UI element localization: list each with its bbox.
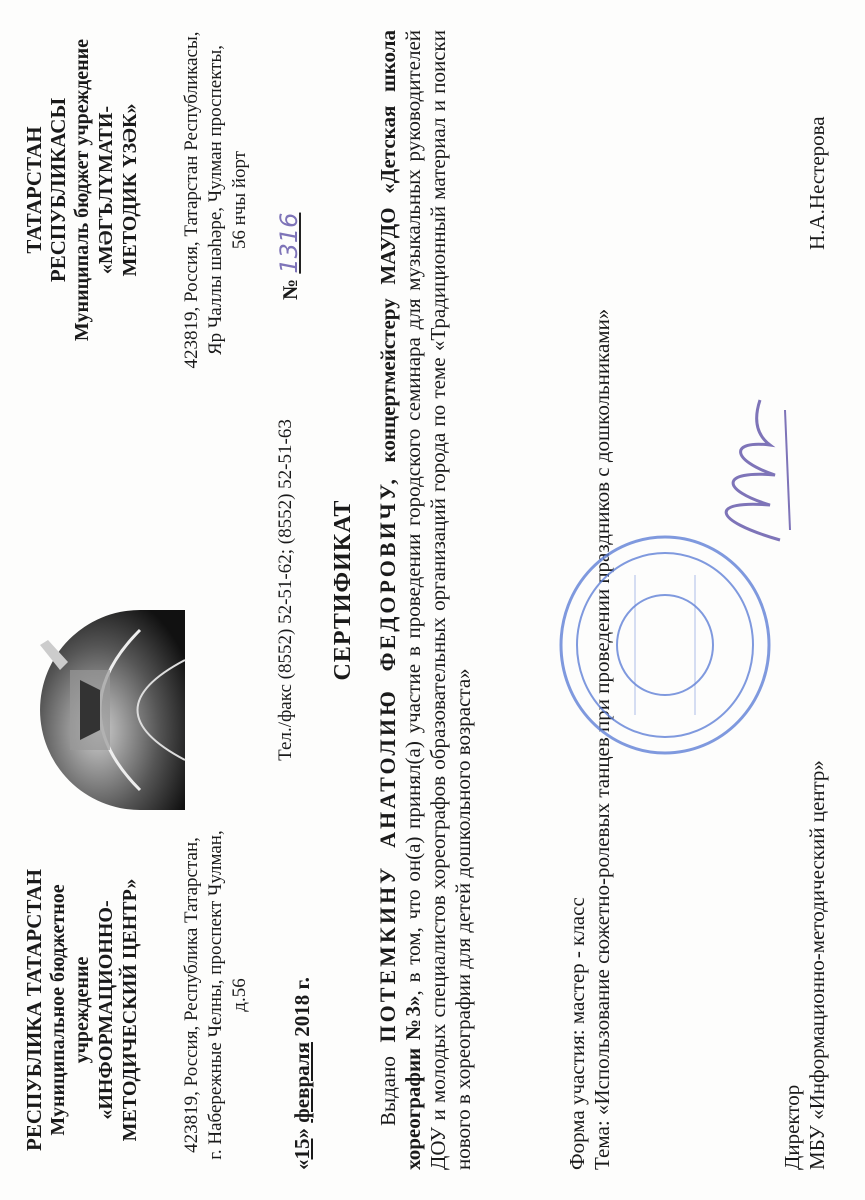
header-right <box>22 30 142 350</box>
body-issued: Выдано <box>376 1056 400 1126</box>
header-left-line3: учреждение «ИНФОРМАЦИОННО- <box>71 900 117 1120</box>
round-stamp-icon <box>555 530 775 760</box>
address-left <box>180 830 252 1160</box>
certificate-number <box>275 213 303 300</box>
emblem-globe-icon <box>20 600 195 820</box>
header-left-line2: Муниципальное бюджетное <box>47 884 69 1136</box>
header-right-line1: ТАТАРСТАН <box>22 126 46 254</box>
participation-topic: Тема: «Использование сюжетно-ролевых танцев при проведении праздников с дошкольниками» <box>590 308 614 1170</box>
certificate-body <box>375 30 476 1170</box>
director-org: МБУ «Информационно-методический центр» <box>805 760 829 1170</box>
address-right <box>180 20 252 380</box>
recipient-name: ПОТЕМКИНУ АНАТОЛИЮ ФЕДОРОВИЧУ, <box>375 476 400 1043</box>
address-left-line3: д.56 <box>229 978 250 1012</box>
header-right-line4: «МӘГЪЛҮМАТИ- <box>95 105 117 275</box>
number-value: 1316 <box>275 212 303 274</box>
address-right-line3: 56 нчы йорт <box>229 150 250 250</box>
participation-form: Форма участия: мастер - класс <box>565 897 589 1170</box>
date-day: 15 <box>290 1138 314 1160</box>
issue-date <box>290 977 315 1170</box>
header-left <box>22 850 142 1170</box>
address-left-line2: г. Набережные Челны, проспект Чулман, <box>205 830 226 1160</box>
date-year: 2018 г. <box>290 977 314 1037</box>
recipient-org: «Детская школа хореографии №3» <box>376 29 425 1170</box>
number-label: № <box>278 278 302 300</box>
address-right-line2: Яр Чаллы шәһәре, Чулман проспекты, <box>205 45 226 355</box>
header-right-line5: МЕТОДИК ҮЗӘК» <box>119 103 141 277</box>
header-right-line3: Муниципаль бюджет учреждение <box>71 38 93 342</box>
date-open-quote: « <box>290 1159 314 1170</box>
header-left-line1: РЕСПУБЛИКА ТАТАРСТАН <box>22 869 46 1151</box>
date-month: февраля <box>290 1042 314 1123</box>
header-right-line2: РЕСПУБЛИКАСЫ <box>46 97 70 283</box>
body-text: , в том, что он(а) принял(а) участие в проведении городского семинара для музыкальных руководителей ДОУ и молодых специалистов хореографов образовательных организаций города по теме «Традиционный материал и поиски нового в хореографии для детей дошкольного возраста» <box>401 29 475 1170</box>
phone-fax: Тел./факс (8552) 52-51-62; (8552) 52-51-63 <box>275 419 296 761</box>
date-close-quote: » <box>290 1128 314 1139</box>
address-right-line1: 423819, Россия, Татарстан Республикасы, <box>181 31 202 369</box>
page-title: СЕРТИФИКАТ <box>330 499 356 681</box>
address-left-line1: 423819, Россия, Республика Татарстан, <box>181 837 202 1153</box>
director-name: Н.А.Нестерова <box>805 116 829 250</box>
director-role: Директор <box>780 1084 804 1170</box>
signature-block <box>780 470 830 1170</box>
recipient-position: концертмейстеру МАУДО <box>376 207 400 463</box>
header-left-line4: МЕТОДИЧЕСКИЙ ЦЕНТР» <box>119 878 141 1142</box>
